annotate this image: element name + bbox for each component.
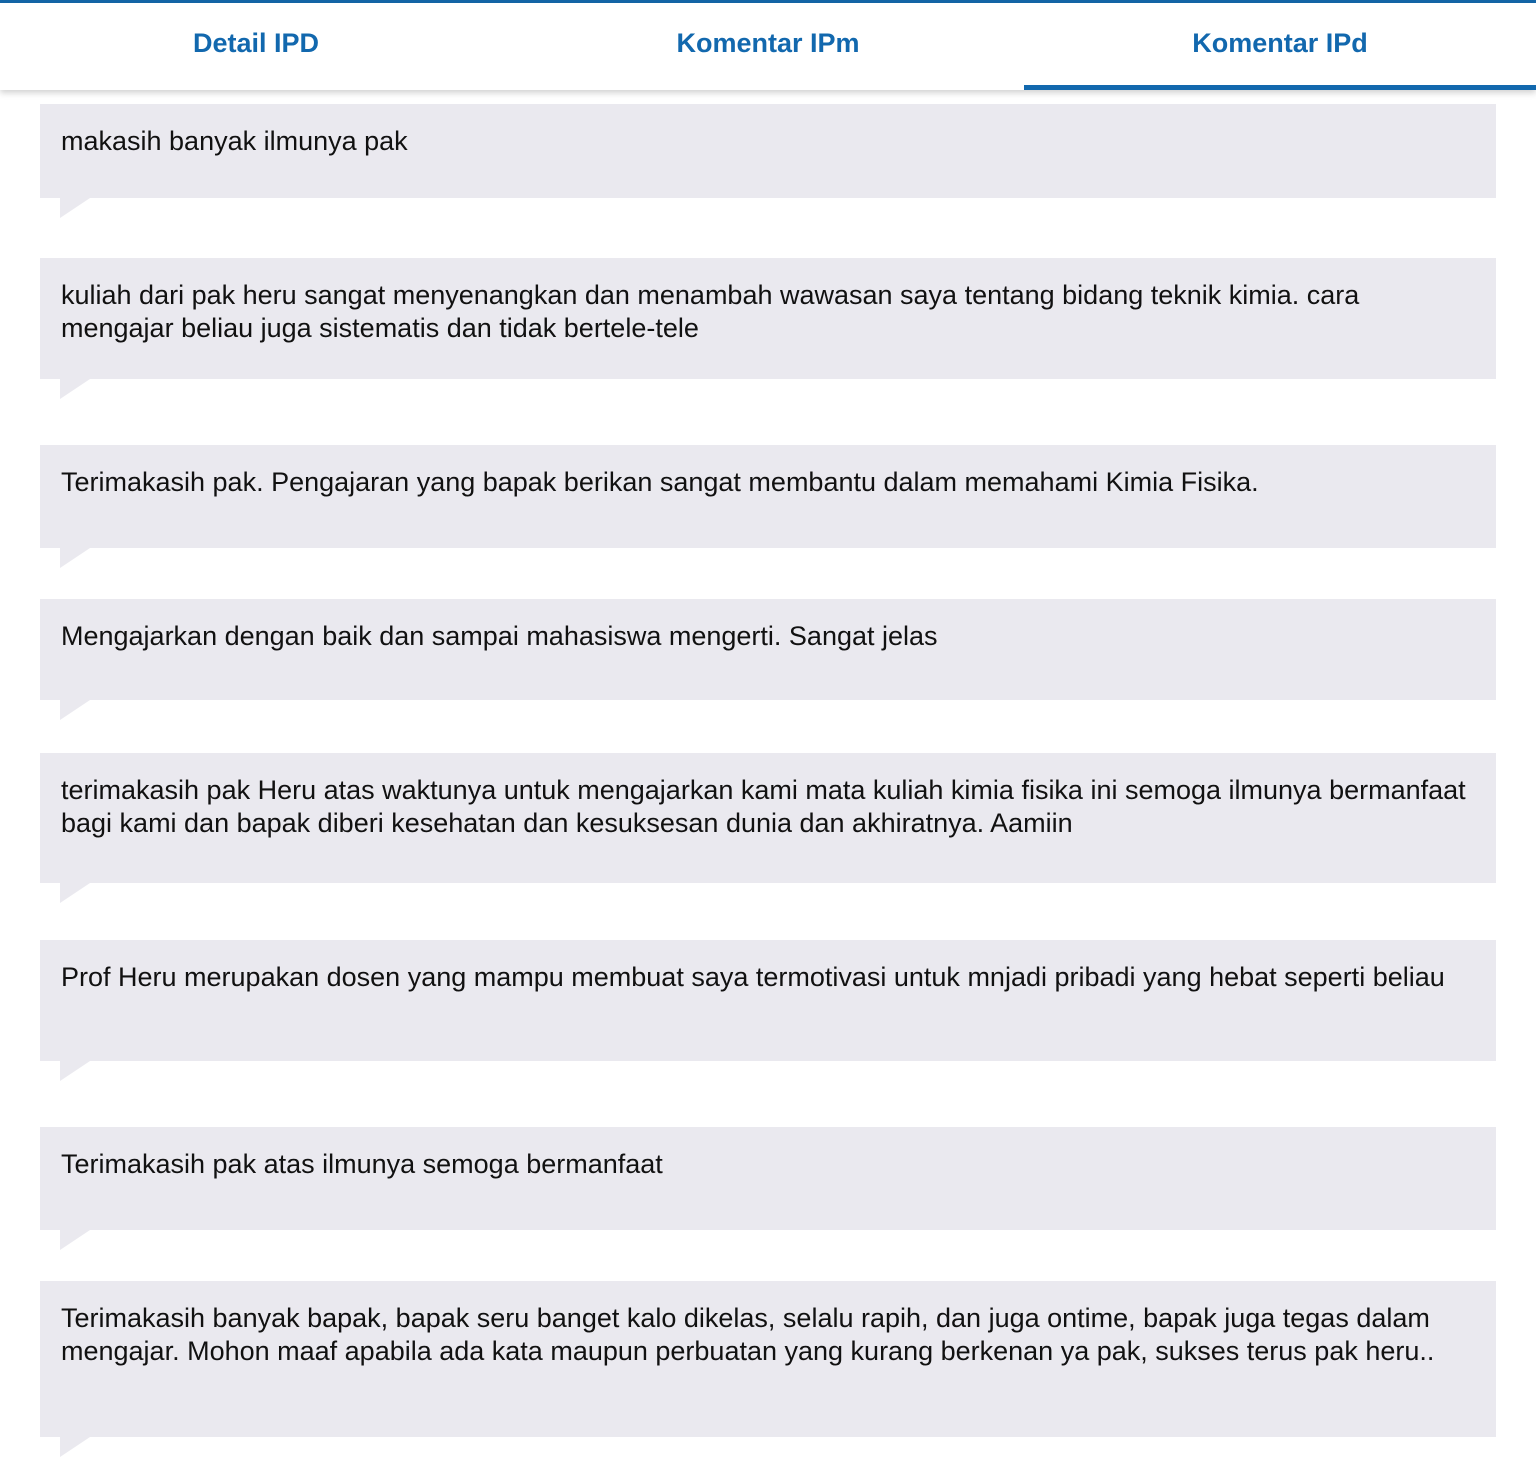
comment-bubble: Terimakasih banyak bapak, bapak seru banget kalo dikelas, selalu rapih, dan juga ontime, bapak juga tegas dalam mengajar. Mohon maaf apabila ada kata maupun perbuatan yang kurang berkenan ya pak, sukses terus pak heru..: [40, 1281, 1496, 1437]
comment-bubble: Prof Heru merupakan dosen yang mampu membuat saya termotivasi untuk mnjadi pribadi yang hebat seperti beliau: [40, 940, 1496, 1061]
comment-bubble: Mengajarkan dengan baik dan sampai mahasiswa mengerti. Sangat jelas: [40, 599, 1496, 700]
comment-bubble: kuliah dari pak heru sangat menyenangkan dan menambah wawasan saya tentang bidang teknik kimia. cara mengajar beliau juga sistematis dan tidak bertele-tele: [40, 258, 1496, 379]
tab-komentar-ipm[interactable]: Komentar IPm: [676, 28, 860, 58]
comment-bubble: Terimakasih pak. Pengajaran yang bapak berikan sangat membantu dalam memahami Kimia Fisika.: [40, 445, 1496, 548]
comment-bubble: Terimakasih pak atas ilmunya semoga bermanfaat: [40, 1127, 1496, 1230]
tab-komentar-ipd[interactable]: Komentar IPd: [1024, 3, 1536, 90]
comment-bubble: terimakasih pak Heru atas waktunya untuk mengajarkan kami mata kuliah kimia fisika ini semoga ilmunya bermanfaat bagi kami dan bapak diberi kesehatan dan kesuksesan dunia dan akhiratnya. Aamiin: [40, 753, 1496, 883]
tab-bar: [0, 3, 1536, 90]
comment-bubble: makasih banyak ilmunya pak: [40, 104, 1496, 198]
tab-detail-ipd[interactable]: Detail IPD: [192, 28, 320, 58]
